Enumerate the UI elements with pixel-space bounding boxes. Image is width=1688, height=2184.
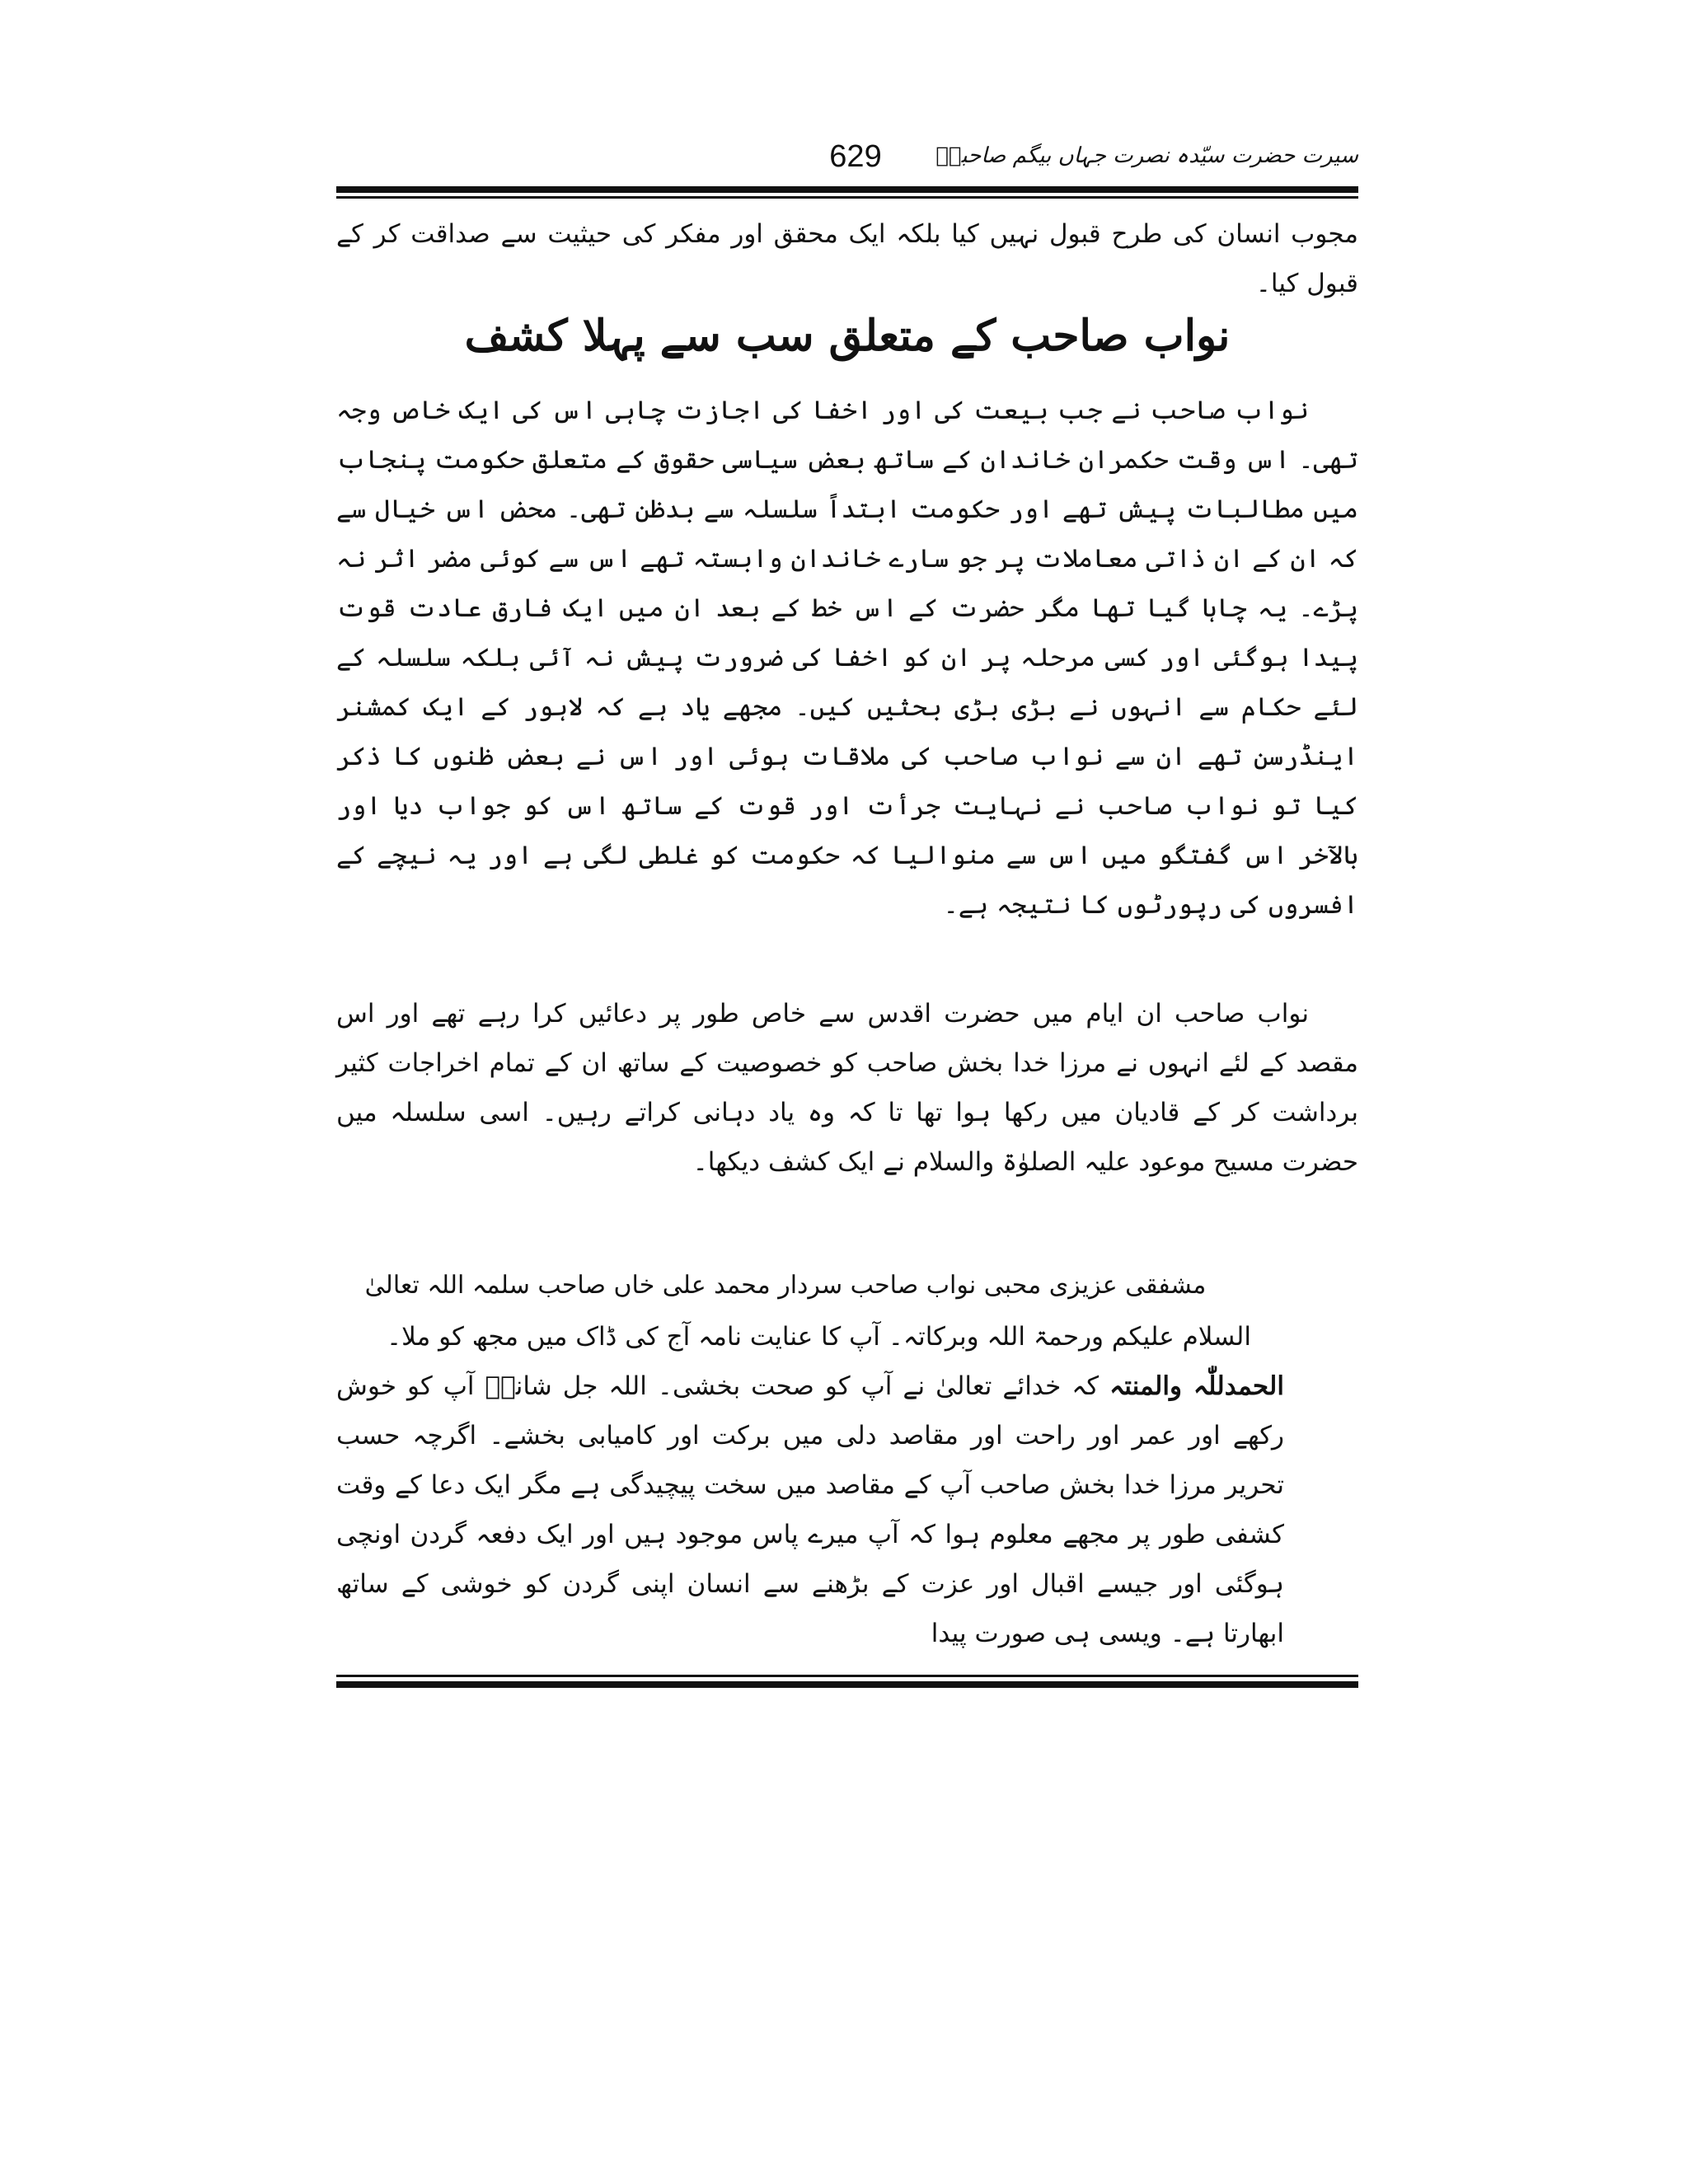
letter-greeting: السلام علیکم ورحمۃ اللہ وبرکاتہ۔ آپ کا عنایت نامہ آج کی ڈاک میں مجھ کو ملا۔ [386, 1322, 1251, 1352]
footer-rule-thick [336, 1681, 1358, 1688]
letter-body [336, 1361, 1284, 1658]
intro-line: مجوب انسان کی طرح قبول نہیں کیا بلکہ ایک محقق اور مفکر کی حیثیت سے صداقت کر کے قبول کیا۔ [336, 219, 1358, 298]
footer-rule-thin [336, 1675, 1358, 1677]
arabic-phrase: الحمدللّٰہ والمنتہ [1109, 1371, 1284, 1401]
header-rule-thin [336, 196, 1358, 199]
paragraph-2: نواب صاحب ان ایام میں حضرت اقدس سے خاص طور پر دعائیں کرا رہے تھے اور اس مقصد کے لئے انہوں نے مرزا خدا بخش صاحب کو خصوصیت کے ساتھ ان کے تمام اخراجات کثیر برداشت کر کے قادیان میں رکھا ہوا تھا تا کہ وہ یاد دہانی کراتے رہیں۔ اسی سلسلہ میں حضرت مسیح موعود علیہ الصلوٰۃ والسلام نے ایک کشف دیکھا۔ [336, 999, 1358, 1177]
running-title: سیرت حضرت سیّدہ نصرت جہاں بیگم صاحبہؓ [935, 143, 1358, 168]
letter-body-text: کہ خدائے تعالیٰ نے آپ کو صحت بخشی۔ اللہ جل شانہٗ آپ کو خوش رکھے اور عمر اور راحت اور مقاصد دلی میں برکت اور کامیابی بخشے۔ اگرچہ حسب تحریر مرزا خدا بخش صاحب آپ کے مقاصد میں سخت پیچیدگی ہے مگر ایک دعا کے وقت کشفی طور پر مجھے معلوم ہوا کہ آپ میرے پاس موجود ہیں اور ایک دفعہ گردن اونچی ہوگئی اور جیسے اقبال اور عزت کے بڑھنے سے انسان اپنی گردن کو خوشی کے ساتھ ابھارتا ہے۔ ویسی ہی صورت پیدا [336, 1371, 1284, 1648]
paragraph-1: نواب صاحب نے جب بیعت کی اور اخفا کی اجازت چاہی اس کی ایک خاص وجہ تھی۔ اس وقت حکمران خاندان کے ساتھ بعض سیاسی حقوق کے متعلق حکومت پنجاب میں مطالبات پیش تھے اور حکومت ابتداً سلسلہ سے بدظن تھی۔ محض اس خیال سے کہ ان کے ان ذاتی معاملات پر جو سارے خاندان وابستہ تھے اس سے کوئی مضر اثر نہ پڑے۔ یہ چاہا گیا تھا مگر حضرت کے اس خط کے بعد ان میں ایک فارق عادت قوت پیدا ہوگئی اور کسی مرحلہ پر ان کو اخفا کی ضرورت پیش نہ آئی بلکہ سلسلہ کے لئے حکام سے انہوں نے بڑی بڑی بحثیں کیں۔ مجھے یاد ہے کہ لاہور کے ایک کمشنر اینڈرسن تھے ان سے نواب صاحب کی ملاقات ہوئی اور اس نے بعض ظنوں کا ذکر کیا تو نواب صاحب نے نہایت جرأت اور قوت کے ساتھ اس کو جواب دیا اور بالآخر اس گفتگو میں اس سے منوالیا کہ حکومت کو غلطی لگی ہے اور یہ نیچے کے افسروں کی رپورٹوں کا نتیجہ ہے۔ [336, 396, 1358, 920]
header-rule-thick [336, 186, 1358, 193]
letter-salutation: مشفقی عزیزی محبی نواب صاحب سردار محمد علی خاں صاحب سلمہ اللہ تعالیٰ [364, 1271, 1207, 1300]
section-heading: نواب صاحب کے متعلق سب سے پہلا کشف [464, 311, 1231, 361]
page-header [336, 132, 1358, 181]
page-number: 629 [829, 139, 882, 174]
